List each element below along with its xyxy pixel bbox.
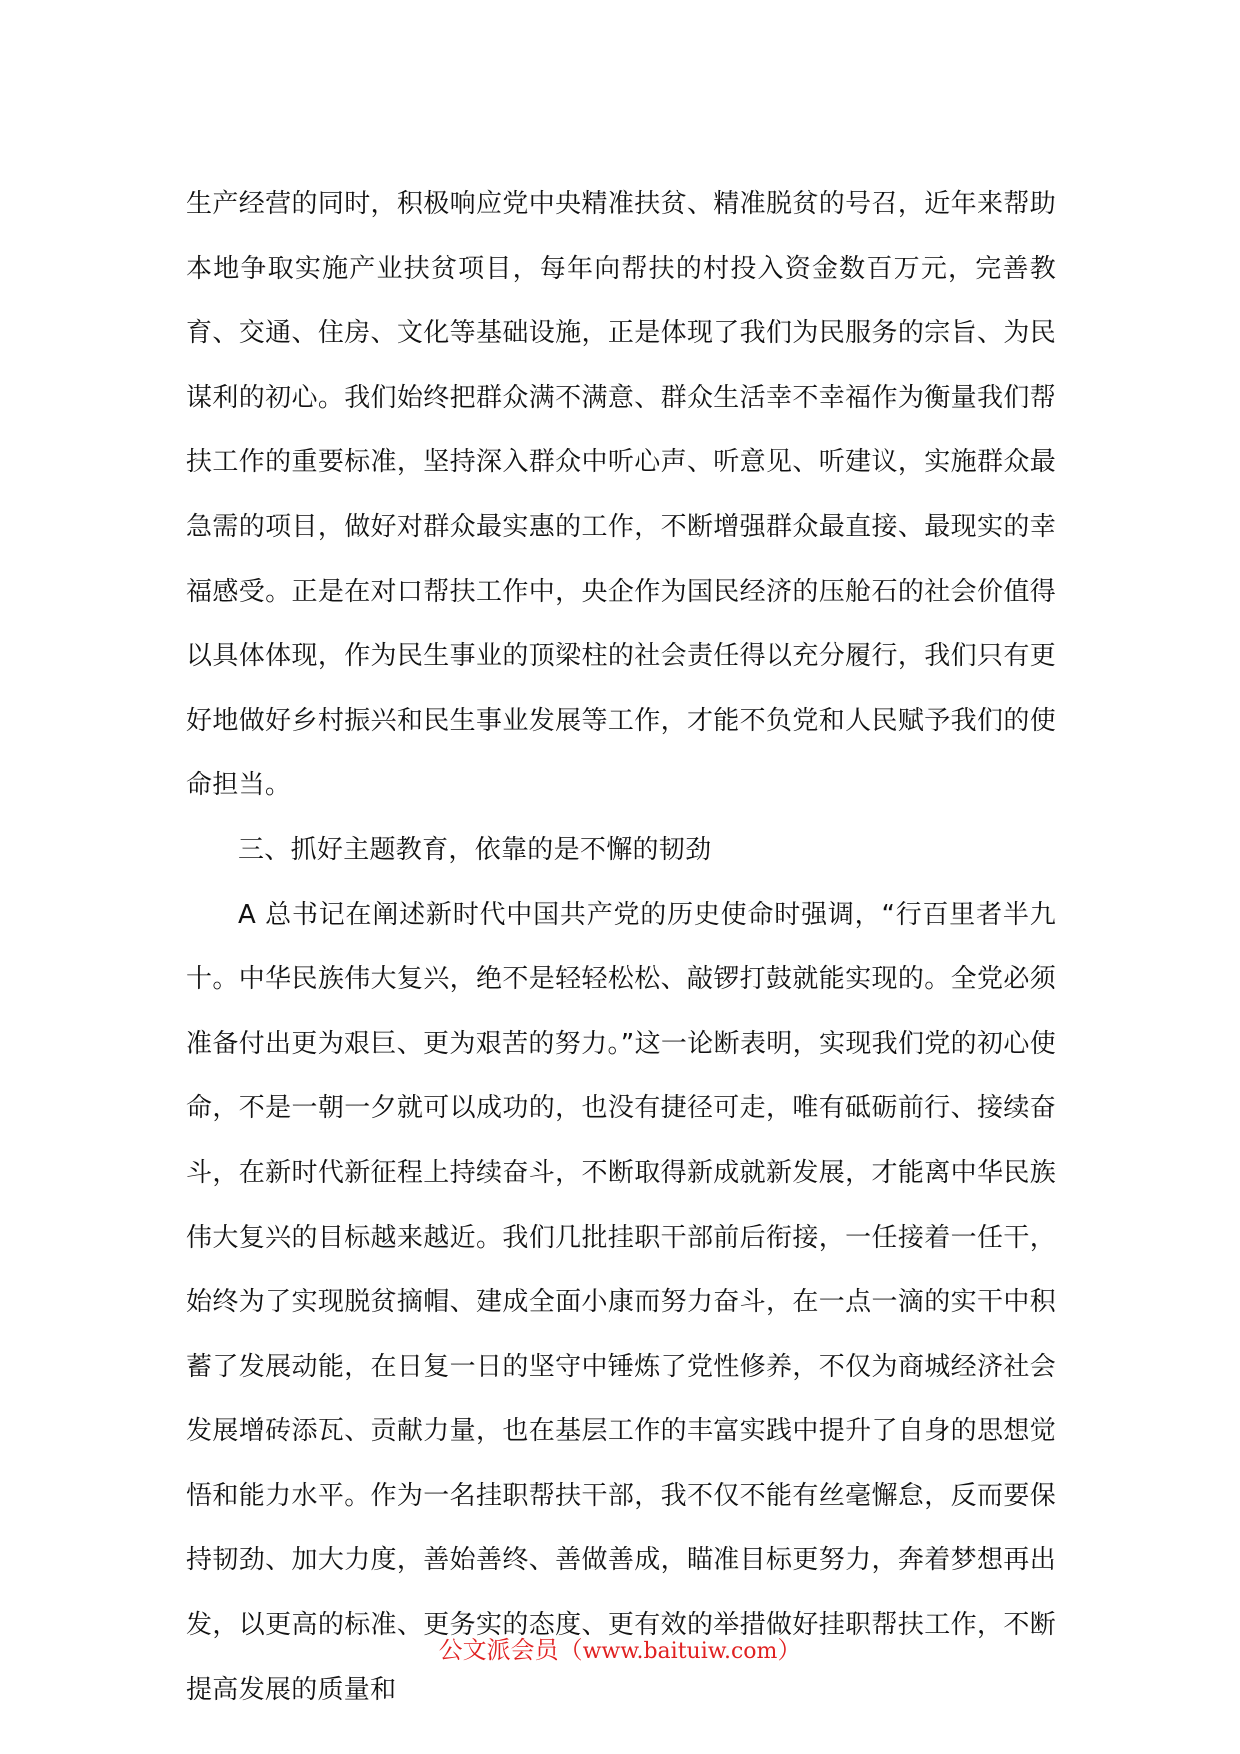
paragraph-continuation: 生产经营的同时，积极响应党中央精准扶贫、精准脱贫的号召，近年来帮助本地争取实施产业扶贫项目，每年向帮扶的村投入资金数百万元，完善教育、交通、住房、文化等基础设施，正是体现了我们为民服务的宗旨、为民谋利的初心。我们始终把群众满不满意、群众生活幸不幸福作为衡量我们帮扶工作的重要标准，坚持深入群众中听心声、听意见、听建议，实施群众最急需的项目，做好对群众最实惠的工作，不断增强群众最直接、最现实的幸福感受。正是在对口帮扶工作中，央企作为国民经济的压舱石的社会价值得以具体体现，作为民生事业的顶梁柱的社会责任得以充分履行，我们只有更好地做好乡村振兴和民生事业发展等工作，才能不负党和人民赋予我们的使命担当。 xyxy=(186,189,1056,801)
footer-url[interactable]: www.baituiw.com xyxy=(582,1639,778,1664)
section-heading: 三、抓好主题教育，依靠的是不懈的韧劲 xyxy=(238,834,712,865)
document-body xyxy=(186,172,1056,1722)
paragraph-body: A 总书记在阐述新时代中国共产党的历史使命时强调，“行百里者半九十。中华民族伟大复兴，绝不是轻轻松松、敲锣打鼓就能实现的。全党必须准备付出更为艰巨、更为艰苦的努力。”这一论断表明，实现我们党的初心使命，不是一朝一夕就可以成功的，也没有捷径可走，唯有砥砺前行、接续奋斗，在新时代新征程上持续奋斗，不断取得新成就新发展，才能离中华民族伟大复兴的目标越来越近。我们几批挂职干部前后衔接，一任接着一任干，始终为了实现脱贫摘帽、建成全面小康而努力奋斗，在一点一滴的实干中积蓄了发展动能，在日复一日的坚守中锤炼了党性修养，不仅为商城经济社会发展增砖添瓦、贡献力量，也在基层工作的丰富实践中提升了自身的思想觉悟和能力水平。作为一名挂职帮扶干部，我不仅不能有丝毫懈怠，反而要保持韧劲、加大力度，善始善终、善做善成，瞄准目标更努力，奔着梦想再出发，以更高的标准、更务实的态度、更有效的举措做好挂职帮扶工作，不断提高发展的质量和 xyxy=(186,899,1056,1705)
footer-label: 公文派会员（ xyxy=(438,1636,583,1664)
footer-watermark xyxy=(0,1630,1240,1665)
footer-close: ） xyxy=(777,1636,802,1664)
